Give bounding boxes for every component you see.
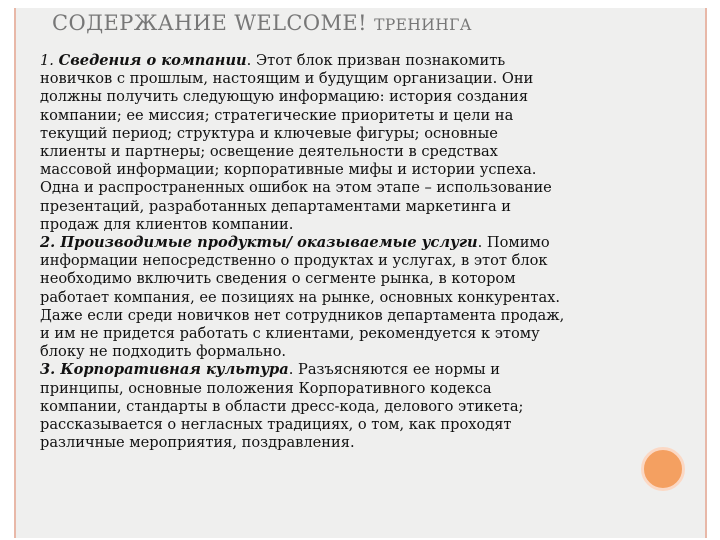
section-heading: Корпоративная культура <box>60 361 289 379</box>
text-line: текущий период; структура и ключевые фигуры; основные <box>40 124 498 142</box>
text-line: презентаций, разработанных департаментами маркетинга и <box>40 197 512 215</box>
section-heading: Производимые продукты/ оказываемые услуги <box>60 234 478 252</box>
section-2-first-line: 2. Производимые продукты/ оказываемые услуги. Помимо <box>40 234 550 252</box>
text-line: и им не придется работать с клиентами, рекомендуется к этому <box>40 325 540 343</box>
text-line: необходимо включить сведения о сегменте рынка, в котором <box>40 270 516 288</box>
section-heading: Сведения о компании <box>58 52 247 69</box>
text-line: клиенты и партнеры; освещение деятельности в средствах <box>40 143 498 161</box>
text-line: должны получить следующую информацию: история создания <box>40 88 529 106</box>
text-line: рассказывается о негласных традициях, о том, как проходят <box>40 416 512 434</box>
text-line: различные мероприятия, поздравления. <box>40 434 355 452</box>
text-line: Даже если среди новичков нет сотрудников департамента продаж, <box>40 306 565 324</box>
text-line: работает компания, ее позициях на рынке, основных конкурентах. <box>40 288 561 306</box>
section-3-first-line: 3. Корпоративная культура. Разъясняются ее нормы и <box>40 361 500 379</box>
text-line: информации непосредственно о продуктах и услугах, в этот блок <box>40 252 548 270</box>
section-1-first-line: 1. Сведения о компании. Этот блок призван познакомить <box>40 52 506 69</box>
text-line: принципы, основные положения Корпоративного кодекса <box>40 379 492 397</box>
text-line: массовой информации; корпоративные мифы и истории успеха. <box>40 161 537 179</box>
text-line: компании; ее миссия; стратегические приоритеты и цели на <box>40 106 514 124</box>
slide-title: СОДЕРЖАНИЕ WELCOME! ТРЕНИНГА <box>52 11 472 35</box>
text-line: блоку не подходить формально. <box>40 343 287 361</box>
text-line: новичков с прошлым, настоящим и будущим организации. Они <box>40 70 534 88</box>
slide-body <box>40 52 690 452</box>
text-line: продаж для клиентов компании. <box>40 215 294 233</box>
text-line: компании, стандарты в области дресс-кода, делового этикета; <box>40 397 524 415</box>
decorative-circle-icon <box>641 447 685 491</box>
section-number: 2. <box>40 234 61 252</box>
section-number: 1. <box>40 52 59 69</box>
section-number: 3. <box>40 361 61 379</box>
text-line: Одна и распространенных ошибок на этом этапе – использование <box>40 179 552 197</box>
